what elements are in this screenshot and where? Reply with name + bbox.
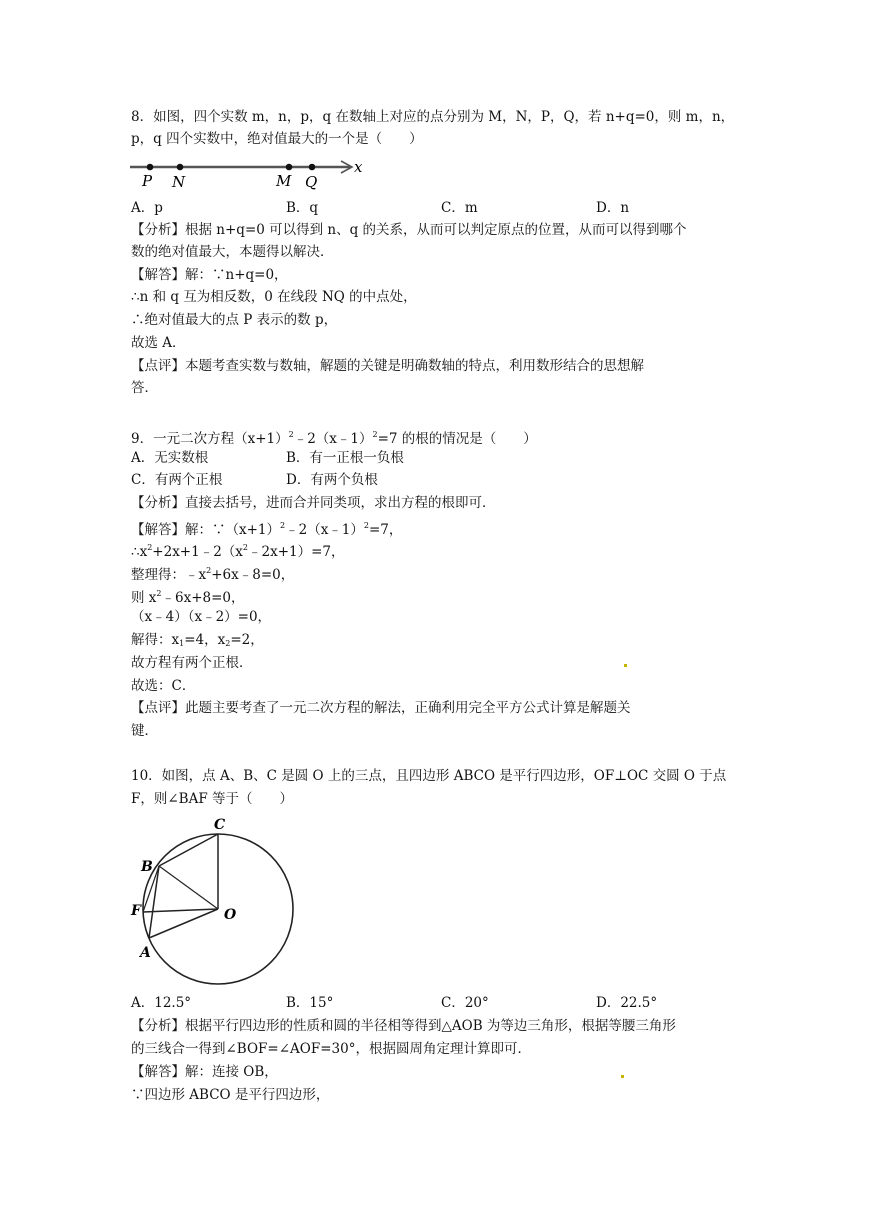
q10-stem-line1: 10．如图，点 A、B、C 是圆 O 上的三点，且四边形 ABCO 是平行四边形，OF⊥OC 交圆 O 于点 xyxy=(131,768,727,784)
q9-comment-line2: 键． xyxy=(131,723,158,739)
q8-stem-line1: 8．如图，四个实数 m，n，p，q 在数轴上对应的点分别为 M，N，P，Q，若 n+q=0，则 m，n， xyxy=(131,109,735,125)
q8-solution-line1: 【解答】解：∵n+q=0， xyxy=(131,267,288,283)
label-x: x xyxy=(354,158,363,176)
label-n: N xyxy=(172,173,186,191)
point-q xyxy=(309,164,316,171)
q9-option-b: B．有一正根一负根 xyxy=(286,450,404,466)
q9-option-d: D．有两个负根 xyxy=(286,472,378,488)
q8-stem-line2: p，q 四个实数中，绝对值最大的一个是（ ） xyxy=(131,131,423,147)
q8-solution-line3: ∴绝对值最大的点 P 表示的数 p， xyxy=(131,312,338,328)
q9-solution-line1: 【解答】解：$\because(x+1)^2﹣2(x﹣1)^2=7$， xyxy=(131,521,403,538)
q8-comment-line2: 答． xyxy=(131,380,158,396)
q8-analysis-line1: 【分析】根据 n+q=0 可以得到 n、q 的关系，从而可以判定原点的位置，从而可以得到哪个 xyxy=(131,222,687,238)
q10-analysis-line2: 的三线合一得到∠BOF=∠AOF=30°，根据圆周角定理计算即可． xyxy=(131,1041,531,1057)
q9-solution-line7: 故方程有两个正根． xyxy=(131,655,253,671)
q8-comment-line1: 【点评】本题考查实数与数轴，解题的关键是明确数轴的特点，利用数形结合的思想解 xyxy=(131,358,644,374)
label-q: Q xyxy=(305,173,318,191)
speck-mark xyxy=(624,664,627,667)
q10-option-b: B．15° xyxy=(286,995,334,1011)
q10-circle-figure xyxy=(130,815,298,985)
label-o: O xyxy=(224,907,237,923)
label-a: A xyxy=(140,945,151,961)
q9-option-a: A．无实数根 xyxy=(131,450,209,466)
q8-analysis-line2: 数的绝对值最大，本题得以解决． xyxy=(131,244,334,260)
label-f: F xyxy=(131,903,141,919)
q10-option-d: D．22.5° xyxy=(596,995,658,1011)
q8-option-a: A．p xyxy=(131,200,163,216)
point-n xyxy=(177,164,184,171)
q9-solution-line3: 整理得：$﹣x^2+6x﹣8=0$， xyxy=(131,566,295,583)
q9-option-c: C．有两个正根 xyxy=(131,472,223,488)
q9-comment-line1: 【点评】此题主要考查了一元二次方程的解法，正确利用完全平方公式计算是解题关 xyxy=(131,700,631,716)
speck-mark xyxy=(621,1075,624,1078)
q10-stem-line2: F，则∠BAF 等于（ ） xyxy=(131,791,294,807)
q8-option-b: B．q xyxy=(286,200,319,216)
q9-solution-line5: （x﹣4）（x﹣2）=0， xyxy=(131,609,272,625)
q8-option-d: D．n xyxy=(596,200,630,216)
q9-solution-line4: 则 $x^2﹣6x+8=0$， xyxy=(131,589,245,606)
q8-solution-line2: ∴n 和 q 互为相反数，0 在线段 NQ 的中点处， xyxy=(131,289,417,305)
q8-option-c: C．m xyxy=(441,200,478,216)
label-m: M xyxy=(276,172,292,190)
label-p: P xyxy=(142,172,153,190)
q10-option-c: C．20° xyxy=(441,995,489,1011)
q10-solution-line2: ∵四边形 ABCO 是平行四边形， xyxy=(131,1087,330,1103)
label-c: C xyxy=(214,817,226,833)
q10-analysis-line1: 【分析】根据平行四边形的性质和圆的半径相等得到△AOB 为等边三角形，根据等腰三角形 xyxy=(131,1018,676,1034)
q8-solution-line4: 故选 A． xyxy=(131,335,186,351)
q10-solution-line1: 【解答】解：连接 OB， xyxy=(131,1064,278,1080)
point-p xyxy=(147,164,154,171)
q9-solution-line2: $\therefore x^2+2x+1﹣2(x^2﹣2x+1)=7$， xyxy=(131,543,345,560)
q9-stem: 9．一元二次方程$(x+1)^2﹣2(x﹣1)^2=7$ 的根的情况是（ ） xyxy=(131,430,537,447)
label-b: B xyxy=(141,859,153,875)
q9-solution-line8: 故选：C． xyxy=(131,678,196,694)
q8-number-line-figure xyxy=(128,155,368,191)
q10-option-a: A．12.5° xyxy=(131,995,192,1011)
q9-analysis: 【分析】直接去括号，进而合并同类项，求出方程的根即可． xyxy=(131,495,496,511)
q9-solution-line6: 解得：$x_1=4$，$x_2=2$， xyxy=(131,632,264,648)
point-m xyxy=(286,164,293,171)
